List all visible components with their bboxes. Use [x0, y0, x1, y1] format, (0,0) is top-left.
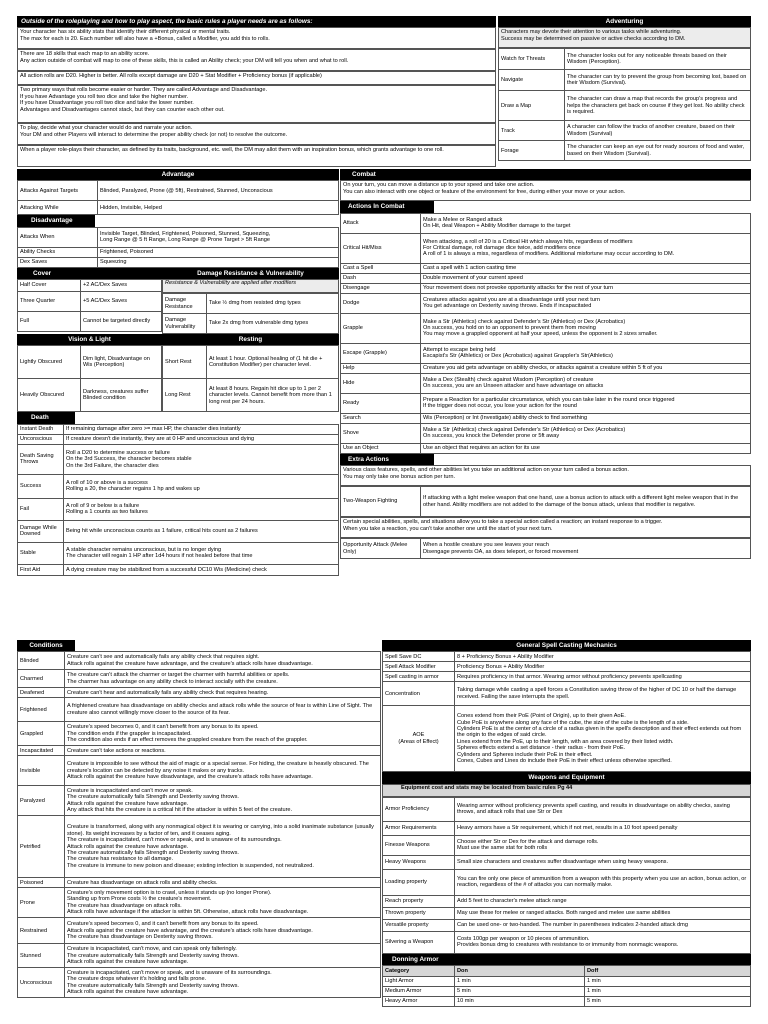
row-value: At least 8 hours. Regain hit dice up to 1 per 2 character levels. Cannot benefit from more than 1 long rest per 24 hours.: [207, 379, 339, 412]
row-value: Being hit while unconscious counts as 1 failure, critical hits count as 2 failures: [64, 520, 339, 542]
condition-desc: A frightened creature has disadvantage on ability checks and attack rolls while the source of fear is within Line of Sight. The creature also cannot willingly move closer to the source of its fear.: [65, 698, 381, 722]
action-desc: Creatures attacks against you are at a disadvantage until your next turn You get advantage on Dexterity saving throws. Ends if incapacitated: [421, 293, 751, 313]
action-name: Search: [341, 413, 421, 423]
table-row: [383, 672, 751, 682]
resting-table: [162, 345, 339, 412]
row-label: Dex Saves: [18, 257, 98, 267]
row-label: Fail: [18, 498, 64, 520]
table-row: [18, 201, 339, 215]
row-value: Frightened, Poisoned: [98, 247, 339, 257]
cover-damage-row: [17, 268, 339, 334]
condition-desc: Creature has disadvantage on attack rolls and ability checks.: [65, 878, 381, 888]
row-value: Darkness, creatures suffer Blinded condition: [81, 379, 162, 412]
adventuring-title: Adventuring: [498, 16, 751, 27]
activity-desc: The character can draw a map that records the group's progress and helps the characters get back on course if they get lost. No ability check is required.: [565, 91, 751, 121]
row-label: Half Cover: [18, 280, 81, 292]
advantage-title: Advantage: [17, 169, 339, 180]
table-row: [18, 670, 381, 688]
armor-category: Heavy Armor: [383, 997, 455, 1007]
table-header-row: [383, 966, 751, 977]
combat-actions-table: [340, 213, 751, 454]
activity-name: Track: [499, 121, 565, 141]
basics-title: Outside of the roleplaying and how to play aspect, the basic rules a player needs are as follows:: [17, 16, 496, 27]
activity-desc: The character can keep an eye out for ready sources of food and water, based on their Wisdom (Survival).: [565, 141, 751, 161]
table-row: [341, 213, 751, 233]
table-row: [18, 498, 339, 520]
action-desc: Make a Dex (Stealth) check against Wisdom (Perception) of creature On success, you are an Unseen attacker and have advantage on attacks: [421, 373, 751, 393]
activity-name: Draw a Map: [499, 91, 565, 121]
table-row: [383, 662, 751, 672]
action-desc: Prepare a Reaction for a particular circumstance, which you can take later in the round once triggered If the trigger does not occur, you lose your action for the round: [421, 393, 751, 413]
row-value: If remaining damage after zero >= max HP, the character dies instantly: [64, 424, 339, 434]
row-value: A stable character remains unconscious, but is no longer dying The character will regain 1 HP after 1d4 hours if not healed before that time: [64, 542, 339, 564]
row-value: At least 1 hour. Optional healing of (1 hit die + Constitution Modifier) per character level.: [207, 346, 339, 379]
table-row: [163, 314, 339, 334]
row-value: Roll a D20 to determine success or failure On the 3rd Success, the character becomes stable On the 3rd Failure, the character dies: [64, 444, 339, 474]
row-value: Wearing armor without proficiency prevents spell casting, and results in disadvantage on ability checks, saving throws, and attack rolls that use Str or Dex: [455, 797, 751, 821]
row-label: Long Rest: [163, 379, 207, 412]
weapons-title: Weapons and Equipment: [382, 772, 751, 783]
action-desc: When a hostile creature you see leaves your reach Disengage prevents OA, as does teleport, or forced movement: [421, 539, 751, 559]
action-desc: When attacking, a roll of 20 is a Critical Hit which always hits, regardless of modifiers For Critical damage, roll damage dice twice, add modifiers once A roll of 1 is always a miss, regardless of modifiers. Additional misfortune may occur according to DM.: [421, 233, 751, 263]
action-desc: Double movement of your current speed: [421, 273, 751, 283]
basics-paragraph: Your character has six ability stats that identify their different physical or mental traits. The max for each is 20. Each number will also have a +Bonus, called a Modifier, you add this to rolls.: [17, 27, 496, 49]
condition-desc: Creature can't hear and automatically fails any ability check that requires hearing.: [65, 688, 381, 698]
table-row: [18, 312, 162, 332]
table-row: [18, 444, 339, 474]
table-row: [18, 652, 381, 670]
reference-sheet-page-2: [17, 640, 751, 1024]
adventuring-table: [498, 48, 751, 161]
disadvantage-table: [17, 227, 339, 268]
table-row: [18, 247, 339, 257]
basics-paragraph: All action rolls are D20. Higher is better. All rolls except damage are D20 + Stat Modifier + Proficiency bonus (if applicable): [17, 71, 496, 85]
condition-desc: Creature can't see and automatically fails any ability check that requires sight. Attack rolls against the creature have advantage, and the creature's attack rolls have disadvantage.: [65, 652, 381, 670]
condition-desc: Creature is impossible to see without the aid of magic or a special sense. For hiding, the creature is heavily obscured. The creature's location can be detected by any noise it makes or any tracks. Attack rolls against the creature have disadvantage, and the creature's attack rolls have advantage.: [65, 756, 381, 786]
action-desc: Your movement does not provoke opportunity attacks for the rest of your turn: [421, 283, 751, 293]
table-row: [18, 181, 339, 201]
action-name: Ready: [341, 393, 421, 413]
condition-name: Invisible: [18, 756, 65, 786]
table-row: [18, 698, 381, 722]
table-row: [341, 373, 751, 393]
table-row: [341, 273, 751, 283]
action-name: Shove: [341, 423, 421, 443]
row-label: Attacks When: [18, 227, 98, 247]
table-row: [18, 786, 381, 816]
combat-title: Combat: [340, 169, 751, 180]
row-value: A dying creature may be stabilized from a successful DC10 Wis (Medicine) check: [64, 564, 339, 575]
basics-paragraph: There are 18 skills that each map to an ability score. Any action outside of combat will map to one of these skills, this is called an Ability check; your DM will tell you when and what to roll.: [17, 49, 496, 71]
action-name: Escape (Grapple): [341, 343, 421, 363]
table-row: [18, 968, 381, 998]
table-row: [341, 293, 751, 313]
row-label: Instant Death: [18, 424, 64, 434]
condition-name: Grappled: [18, 722, 65, 746]
row-value: Small size characters and creatures suffer disadvantage when using heavy weapons.: [455, 855, 751, 869]
table-row: [383, 977, 751, 987]
action-name: Critical Hit/Miss: [341, 233, 421, 263]
condition-desc: Creature can't take actions or reactions.: [65, 746, 381, 756]
adventuring-panel: [498, 16, 751, 161]
row-label: Stable: [18, 542, 64, 564]
row-value: +5 AC/Dex Saves: [81, 292, 162, 312]
row-label: Armor Requirements: [383, 821, 455, 835]
table-row: [18, 816, 381, 878]
row-label: AOE (Areas of Effect): [383, 706, 455, 772]
action-name: Attack: [341, 213, 421, 233]
condition-name: Poisoned: [18, 878, 65, 888]
row-label: Damage While Downed: [18, 520, 64, 542]
table-row: [383, 919, 751, 931]
table-row: [18, 474, 339, 498]
table-row: [341, 233, 751, 263]
table-row: [341, 413, 751, 423]
condition-desc: Creature is incapacitated, can't move or speak, and is unaware of its surroundings. The creature drops whatever it's holding and falls prone. The creature automatically fails Strength and Dexterity saving throws. Attack rolls against the creature have advantage.: [65, 968, 381, 998]
row-label: Damage Vulnerability: [163, 314, 207, 334]
row-value: May use these for melee or ranged attacks. Both ranged and melee use same abilities: [455, 907, 751, 919]
table-row: [18, 424, 339, 434]
action-name: Dash: [341, 273, 421, 283]
table-row: [341, 363, 751, 373]
row-label: Versatile property: [383, 919, 455, 931]
table-row: [499, 70, 751, 91]
table-row: [383, 997, 751, 1007]
armor-category: Light Armor: [383, 977, 455, 987]
condition-name: Charmed: [18, 670, 65, 688]
activity-desc: The character can try to prevent the group from becoming lost, based on their Wisdom (Survival).: [565, 70, 751, 91]
extra-actions-intro: Various class features, spells, and other abilities let you take an additional action on your turn called a bonus action. You may only take one bonus action per turn.: [340, 465, 751, 486]
column-header: Don: [455, 966, 585, 977]
row-label: Ability Checks: [18, 247, 98, 257]
don-time: 1 min: [455, 977, 585, 987]
action-name: Two-Weapon Fighting: [341, 487, 421, 517]
table-row: [499, 49, 751, 70]
row-value: Proficiency Bonus + Ability Modifier: [455, 662, 751, 672]
condition-desc: Creature is transformed, along with any nonmagical object it is wearing or carrying, into a solid inanimate substance (usually stone). Its weight increases by a factor of ten, and it ceases aging. The creature is incapacitated, can't move or speak, and is unaware of its surroundings. Attack rolls against the creature have advantage. The creature automatically fails Strength and Dexterity saving throws. The creature has resistance to all damage. The creature is immune to new poison and disease; existing infection is suspended, not neutralized.: [65, 816, 381, 878]
row-label: Short Rest: [163, 346, 207, 379]
action-name: Opportunity Attack (Melee Only): [341, 539, 421, 559]
table-row: [341, 343, 751, 363]
action-desc: Creature you aid gets advantage on ability checks, or attacks against a creature within 5 ft of you: [421, 363, 751, 373]
condition-name: Unconscious: [18, 968, 65, 998]
table-row: [341, 393, 751, 413]
row-value: A roll of 9 or below is a failure Rolling a 1 counts as two failures: [64, 498, 339, 520]
action-name: Use an Object: [341, 443, 421, 453]
condition-desc: Creature is incapacitated and can't move or speak. The creature automatically fails Strength and Dexterity saving throws. Attack rolls against the creature have advantage. Any attack that hits the creature is a critical hit if the attacker is within 5 feet of the creature.: [65, 786, 381, 816]
row-label: Heavy Weapons: [383, 855, 455, 869]
table-row: [499, 121, 751, 141]
row-label: Spell casting in armor: [383, 672, 455, 682]
condition-name: Petrified: [18, 816, 65, 878]
row-value: Squeezing: [98, 257, 339, 267]
table-row: [499, 91, 751, 121]
row-value: Cannot be targeted directly: [81, 312, 162, 332]
basics-paragraph: To play, decide what your character would do and narrate your action. Your DM and other Players will interact to determine the proper ability check (or not) to resolve the outcome.: [17, 123, 496, 145]
donning-armor-title: Donning Armor: [382, 954, 751, 965]
spellcasting-title: General Spell Casting Mechanics: [382, 640, 751, 651]
damage-resistance-panel: [162, 268, 339, 334]
condition-name: Paralyzed: [18, 786, 65, 816]
don-time: 10 min: [455, 997, 585, 1007]
row-label: Spell Attack Modifier: [383, 662, 455, 672]
table-row: [383, 895, 751, 907]
row-label: Attacks Against Targets: [18, 181, 98, 201]
row-value: Invisible Target, Blinded, Frightened, Poisoned, Stunned, Squeezing, Long Range @ 5 ft Range, Long Range @ Prone Target > 5ft Range: [98, 227, 339, 247]
resting-panel: [162, 334, 339, 412]
condition-desc: Creature's only movement option is to crawl, unless it stands up (no longer Prone). Standing up from Prone costs ½ the creature's movement. The creature has disadvantage on attack rolls. Attack rolls have advantage if the attacker is within 5ft. Otherwise, attack rolls have disadvantage.: [65, 888, 381, 918]
doff-time: 1 min: [585, 977, 751, 987]
table-row: [383, 931, 751, 953]
action-name: Hide: [341, 373, 421, 393]
row-label: Finesse Weapons: [383, 835, 455, 855]
cover-table: [17, 279, 162, 332]
table-row: [383, 821, 751, 835]
condition-name: Stunned: [18, 944, 65, 968]
row-value: Heavy armors have a Str requirement, which if not met, results in a 10 foot speed penalty: [455, 821, 751, 835]
activity-name: Forage: [499, 141, 565, 161]
row-value: 8 + Proficiency Bonus + Ability Modifier: [455, 652, 751, 662]
basics-paragraph: Two primary ways that rolls become easier or harder. They are called Advantage and Disadvantage. If you have Advantage you roll two dice and take the higher number. If you have Disadvantage you roll two dice and take the lower number. Advantages and Disadvantages cannot stack, but they can counter each other out.: [17, 85, 496, 123]
table-row: [18, 918, 381, 944]
condition-name: Frightened: [18, 698, 65, 722]
action-desc: If attacking with a light melee weapon that one hand, use a bonus action to attack with a different light melee weapon that in the other hand. Ability modifiers are not added to the damage of the bonus attack, unless that modifier is negative.: [421, 487, 751, 517]
conditions-table: [17, 651, 381, 998]
cover-title: Cover: [17, 268, 162, 279]
row-label: Loading property: [383, 869, 455, 895]
weapons-subtitle: Equipment cost and stats may be located from basic rules Pg 44: [382, 784, 751, 797]
disadvantage-title: Disadvantage: [17, 215, 95, 226]
row-label: Heavily Obscured: [18, 379, 81, 412]
row-label: Spell Save DC: [383, 652, 455, 662]
spellcasting-table: [382, 651, 751, 772]
column-header: Doff: [585, 966, 751, 977]
row-value: If creature doesn't die instantly, they are at 0 HP and unconscious and dying: [64, 434, 339, 444]
condition-name: Prone: [18, 888, 65, 918]
vision-resting-row: [17, 334, 339, 412]
row-label: Reach property: [383, 895, 455, 907]
row-label: Attacking While: [18, 201, 98, 215]
row-value: Can be used one- or two-handed. The number in parentheses indicates 2-handed attack dmg: [455, 919, 751, 931]
table-row: [383, 835, 751, 855]
advantage-table: [17, 180, 339, 215]
table-row: [341, 539, 751, 559]
action-desc: Use an object that requires an action for its use: [421, 443, 751, 453]
conditions-panel: [17, 640, 381, 998]
action-desc: Make a Str (Athletics) check against Defender's Str (Athletics) or Dex (Acrobatics) On success, you hold on to an opponent to prevent them from moving You may move a grappled opponent at half your speed, unless the opponent is 2 sizes smaller.: [421, 313, 751, 343]
row-value: Cones extend from their PoE (Point of Origin), up to their given AoE. Cube PoE is anywhere along any face of the cube, the size of the cube is the length of a side. Cylinders PoE is at the center of a circle of a radius given in the spell's description and their effect extends out from the origin to the edges of said circle. Lines extend from the PoE, up to their length, with an area covered by their listed width. Spheres effects extend a set distance - their radius - from their PoE. Cylinders and Spheres include their PoE in their effect. Cones, Cubes and Lines do include their PoE in their effect unless otherwise specified.: [455, 706, 751, 772]
condition-desc: Creature is incapacitated, can't move, and can speak only falteringly. The creature automatically fails Strength and Dexterity saving throws. Attack rolls against the creature have advantage.: [65, 944, 381, 968]
vision-title: Vision & Light: [17, 334, 162, 345]
table-row: [18, 227, 339, 247]
activity-desc: A character can follow the tracks of another creature, based on their Wisdom (Survival): [565, 121, 751, 141]
row-label: Full: [18, 312, 81, 332]
row-value: Take ½ dmg from resisted dmg types: [207, 294, 339, 314]
row-label: Lightly Obscured: [18, 346, 81, 379]
rules-left-column: [17, 169, 339, 576]
row-value: Dim light, Disadvantage on Wis (Perception): [81, 346, 162, 379]
table-row: [383, 682, 751, 706]
row-label: Concentration: [383, 682, 455, 706]
condition-desc: Creature's speed becomes 0, and it can't benefit from any bonus to its speed. Attack rolls against the creature have advantage, and the creature's attack rolls have disadvantage. The creature has disadvantage on Dexterity saving throws.: [65, 918, 381, 944]
activity-name: Navigate: [499, 70, 565, 91]
condition-desc: The creature can't attack the charmer or target the charmer with harmful abilities or spells. The charmer has advantage on any ability check to interact socially with the creature.: [65, 670, 381, 688]
activity-name: Watch for Threats: [499, 49, 565, 70]
reference-sheet-page-1: [17, 16, 751, 607]
table-row: [163, 379, 339, 412]
basics-block: [17, 27, 496, 167]
row-label: Silvering a Weapon: [383, 931, 455, 953]
row-value: Add 5 feet to character's melee attack range: [455, 895, 751, 907]
table-row: [18, 257, 339, 267]
two-weapon-table: [340, 486, 751, 517]
doff-time: 5 min: [585, 997, 751, 1007]
table-row: [18, 746, 381, 756]
condition-name: Restrained: [18, 918, 65, 944]
condition-desc: Creature's speed becomes 0, and it can't benefit from any bonus to its speed. The condition ends if the grappler is incapacitated. The condition also ends if an effect removes the grappled creature from the reach of the grappler.: [65, 722, 381, 746]
table-row: [341, 263, 751, 273]
activity-desc: The character looks out for any noticeable threats based on their Wisdom (Perception).: [565, 49, 751, 70]
doff-time: 1 min: [585, 987, 751, 997]
row-label: Death Saving Throws: [18, 444, 64, 474]
condition-name: Incapacitated: [18, 746, 65, 756]
action-desc: Make a Melee or Ranged attack On Hit, deal Weapon + Ability Modifier damage to the target: [421, 213, 751, 233]
combat-panel: [340, 169, 751, 559]
death-table: [17, 424, 339, 576]
conditions-title: Conditions: [17, 640, 75, 651]
table-row: [383, 855, 751, 869]
row-value: Take 2x dmg from vulnerable dmg types: [207, 314, 339, 334]
table-row: [341, 313, 751, 343]
table-row: [383, 907, 751, 919]
damage-resistance-title: Damage Resistance & Vulnerability: [162, 268, 339, 279]
row-value: Requires proficiency in that armor. Wearing armor without proficiency prevents spellcasting: [455, 672, 751, 682]
table-row: [499, 141, 751, 161]
reaction-text: Certain special abilities, spells, and situations allow you to take a special action called a reaction; an instant response to a trigger. When you take a reaction, you can't take another one until the start of your next turn.: [340, 517, 751, 538]
row-value: Choose either Str or Dex for the attack and damage rolls. Must use the same stat for both rolls: [455, 835, 751, 855]
row-value: Costs 100gp per weapon or 10 pieces of ammunition. Provides bonus dmg to creatures with resistance to or immunity from nonmagic weapons.: [455, 931, 751, 953]
table-row: [18, 346, 162, 379]
action-name: Cast a Spell: [341, 263, 421, 273]
table-row: [383, 987, 751, 997]
table-row: [383, 797, 751, 821]
table-row: [163, 346, 339, 379]
combat-intro: On your turn, you can move a distance up to your speed and take one action. You can also interact with one object or feature of the environment for free, during either your move or your action.: [340, 180, 751, 201]
opportunity-attack-table: [340, 538, 751, 559]
table-row: [18, 542, 339, 564]
table-row: [18, 888, 381, 918]
row-value: You can fire only one piece of ammunition from a weapon with this property when you use an action, bonus action, or reaction, regardless of the # of attacks you can normally make.: [455, 869, 751, 895]
table-row: [18, 756, 381, 786]
table-row: [18, 280, 162, 292]
vision-table: [17, 345, 162, 412]
action-name: Disengage: [341, 283, 421, 293]
death-title: Death: [17, 412, 75, 423]
vision-panel: [17, 334, 162, 412]
row-value: +2 AC/Dex Saves: [81, 280, 162, 292]
extra-actions-title: Extra Actions: [340, 454, 434, 465]
combat-actions-title: Actions In Combat: [340, 201, 434, 212]
resting-title: Resting: [162, 334, 339, 345]
table-row: [341, 423, 751, 443]
table-row: [18, 520, 339, 542]
table-row: [18, 292, 162, 312]
table-row: [18, 379, 162, 412]
action-name: Dodge: [341, 293, 421, 313]
row-label: Damage Resistance: [163, 294, 207, 314]
action-desc: Make a Str (Athletics) check against Defender's Str (Athletics) or Dex (Acrobatics) On success, you knock the Defender prone or 5ft away: [421, 423, 751, 443]
action-name: Grapple: [341, 313, 421, 343]
left-column: [17, 16, 496, 167]
armor-category: Medium Armor: [383, 987, 455, 997]
cover-panel: [17, 268, 162, 334]
row-label: Success: [18, 474, 64, 498]
table-row: [18, 878, 381, 888]
row-value: Hidden, Invisible, Helped: [98, 201, 339, 215]
don-time: 5 min: [455, 987, 585, 997]
row-label: Thrown property: [383, 907, 455, 919]
action-desc: Cast a spell with 1 action casting time: [421, 263, 751, 273]
spell-weapons-panel: [382, 640, 751, 1007]
damage-resistance-note: Resistance & Vulnerability are applied after modifiers: [162, 279, 339, 293]
basics-paragraph: When a player role-plays their character, as defined by its traits, background, etc. well, the DM may allot them with an inspiration bonus, which grants advantage to one roll.: [17, 145, 496, 167]
adventuring-intro: Characters may devote their attention to various tasks while adventuring. Success may be determined on passive or active checks according to DM.: [498, 27, 751, 48]
table-row: [18, 688, 381, 698]
table-row: [18, 434, 339, 444]
table-row: [383, 869, 751, 895]
row-value: A roll of 10 or above is a success Rolling a 20, the character regains 1 hp and wakes up: [64, 474, 339, 498]
damage-resistance-table: [162, 293, 339, 334]
row-value: Blinded, Paralyzed, Prone (@ 5ft), Restrained, Stunned, Unconscious: [98, 181, 339, 201]
row-label: Three Quarter: [18, 292, 81, 312]
row-label: Unconscious: [18, 434, 64, 444]
table-row: [18, 722, 381, 746]
donning-armor-table: [382, 965, 751, 1007]
row-label: Armor Proficiency: [383, 797, 455, 821]
table-row: [163, 294, 339, 314]
weapons-table: [382, 797, 751, 954]
table-row: [341, 443, 751, 453]
table-row: [18, 564, 339, 575]
row-label: First Aid: [18, 564, 64, 575]
table-row: [341, 283, 751, 293]
condition-name: Blinded: [18, 652, 65, 670]
table-row: [383, 706, 751, 772]
action-desc: Wis (Perception) or Int (Investigate) ability check to find something: [421, 413, 751, 423]
action-desc: Attempt to escape being held Escapist's Str (Athletics) or Dex (Acrobatics) against Grappler's Str(Athletics): [421, 343, 751, 363]
condition-name: Deafened: [18, 688, 65, 698]
action-name: Help: [341, 363, 421, 373]
table-row: [18, 944, 381, 968]
row-value: Taking damage while casting a spell forces a Constitution saving throw of the higher of DC 10 or half the damage received. Failing the save interrupts the spell.: [455, 682, 751, 706]
table-row: [383, 652, 751, 662]
table-row: [341, 487, 751, 517]
column-header: Category: [383, 966, 455, 977]
